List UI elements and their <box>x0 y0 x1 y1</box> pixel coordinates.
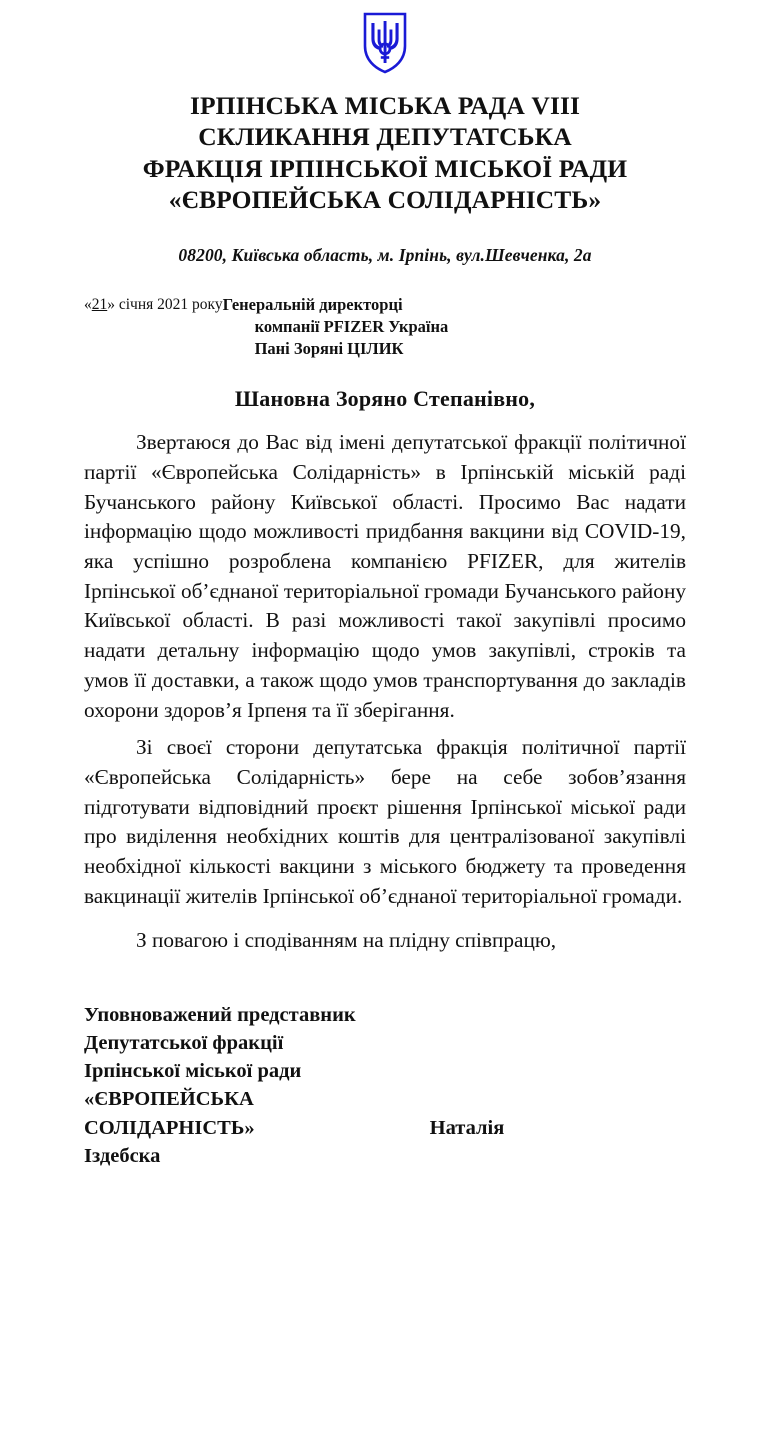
signature-line-5: СОЛІДАРНІСТЬ» <box>84 1116 255 1139</box>
document-date <box>84 294 223 315</box>
org-title-line-4: «ЄВРОПЕЙСЬКА СОЛІДАРНІСТЬ» <box>168 185 602 215</box>
date-rest: » січня 2021 року <box>107 296 223 314</box>
org-title-line-1: ІРПІНСЬКА МІСЬКА РАДА VIII <box>189 91 581 120</box>
date-day: 21 <box>91 296 108 314</box>
organization-title <box>84 90 686 215</box>
signature-line-2: Депутатської фракції <box>84 1032 284 1055</box>
org-title-line-2: СКЛИКАННЯ ДЕПУТАТСЬКА <box>198 122 572 152</box>
signature-line-1: Уповноважений представник <box>84 1004 356 1027</box>
emblem-container <box>84 0 686 74</box>
signer-first-name: Наталія <box>429 1116 505 1139</box>
signature-name-row <box>84 1114 686 1142</box>
date-and-addressee-row <box>84 294 686 360</box>
ukrainian-trident-coat-of-arms-icon <box>363 12 407 74</box>
body-paragraph-2: Зі своєї сторони депутатська фракція політичної партії «Європейська Солідарність» бере на себе зобов’язання підготувати відповідний проєкт рішення Ірпінської міської ради про виділення необхідних коштів для централізованої закупівлі необхідної кількості вакцини з міського бюджету та проведення вакцинації жителів Ірпінської об’єднаної територіальної громади. <box>84 735 686 908</box>
signature-line-4: «ЄВРОПЕЙСЬКА <box>84 1088 254 1111</box>
addressee-line-3: Пані Зоряні ЦІЛИК <box>254 339 404 359</box>
addressee-line-2: компанії PFIZER Україна <box>254 317 449 337</box>
date-quote-open: « <box>84 296 92 314</box>
signature-line-3: Ірпінської міської ради <box>84 1060 302 1083</box>
salutation: Шановна Зоряно Степанівно, <box>234 386 536 412</box>
closing-line: З повагою і сподіванням на плідну співпрацю, <box>136 927 557 952</box>
organization-address: 08200, Київська область, м. Ірпінь, вул.Шевченка, 2а <box>178 245 592 266</box>
addressee-block <box>223 294 449 360</box>
addressee-line-1: Генеральній директорці <box>222 295 403 315</box>
signature-block <box>84 1001 686 1169</box>
signer-last-name: Іздебска <box>84 1144 161 1167</box>
org-title-line-3: ФРАКЦІЯ ІРПІНСЬКОЇ МІСЬКОЇ РАДИ <box>142 153 628 183</box>
body-paragraph-1: Звертаюся до Вас від імені депутатської фракції політичної партії «Європейська Солідарність» в Ірпінській міській раді Бучанського району Київської області. Просимо Вас надати інформацію щодо можливості придбання вакцини від COVID-19, яка успішно розроблена компанією PFIZER, для жителів Ірпінської об’єднаної територіальної громади Бучанського району Київської області. В разі можливості такої закупівлі просимо надати детальну інформацію щодо умов закупівлі, строків та умов її доставки, а також щодо умов транспортування до закладів охорони здоров’я Ірпеня та її зберігання. <box>84 430 686 722</box>
letter-body <box>84 428 686 955</box>
